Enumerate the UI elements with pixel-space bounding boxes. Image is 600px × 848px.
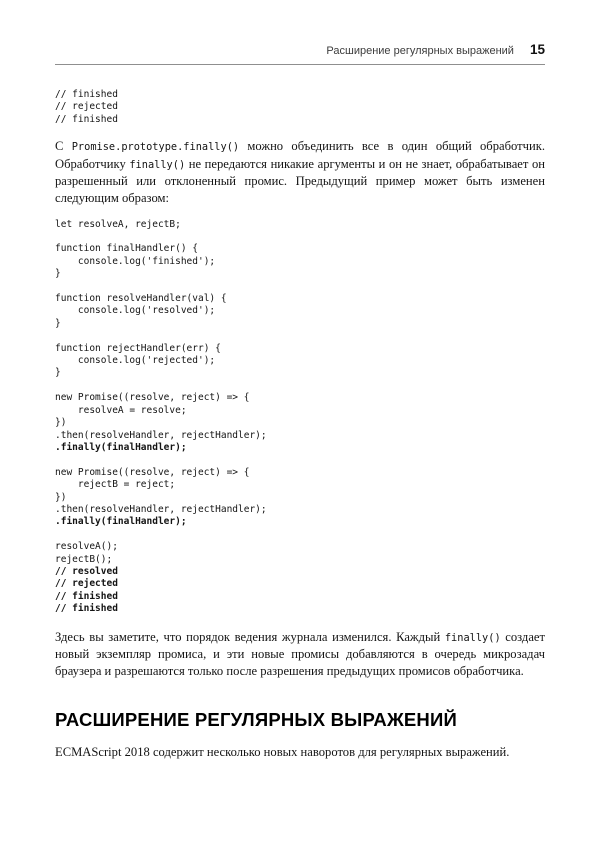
header-rule — [55, 64, 545, 65]
section-heading: РАСШИРЕНИЕ РЕГУЛЯРНЫХ ВЫРАЖЕНИЙ — [55, 709, 457, 731]
inline-code: finally() — [129, 158, 186, 171]
code-line: .then(resolveHandler, rejectHandler); — [55, 503, 267, 515]
code-line: .then(resolveHandler, rejectHandler); — [55, 429, 267, 441]
code-line — [55, 454, 545, 466]
code-example-block — [55, 219, 545, 616]
running-head — [55, 42, 545, 64]
code-line: // finished — [55, 590, 118, 602]
code-line: new Promise((resolve, reject) => { — [55, 392, 250, 404]
paragraph-journal-order — [55, 629, 545, 680]
code-line: // finished — [55, 89, 118, 100]
code-line: // finished — [55, 603, 118, 615]
running-head-title: Расширение регулярных выражений — [326, 45, 514, 57]
code-line: console.log('rejected'); — [55, 355, 216, 367]
code-line: } — [55, 317, 61, 329]
code-line: // rejected — [55, 101, 118, 113]
text-segment: С — [55, 139, 72, 154]
text-segment: Здесь вы заметите, что порядок ведения журнала изменился. Каждый — [55, 629, 445, 644]
code-line: .finally(finalHandler); — [55, 516, 187, 528]
code-line: resolveA(); — [55, 541, 118, 553]
code-line — [55, 529, 545, 541]
inline-code: Promise.prototype.finally() — [71, 141, 240, 154]
code-line: // rejected — [55, 578, 118, 590]
code-line — [55, 281, 545, 293]
text-segment: ECMAScript 2018 содержит несколько новых наворотов для регулярных выражений. — [55, 745, 510, 760]
page-number: 15 — [529, 42, 545, 57]
code-line: .finally(finalHandler); — [55, 441, 187, 453]
code-line: } — [55, 367, 61, 379]
code-line: resolveA = resolve; — [55, 404, 187, 416]
paragraph-ecmascript-2018 — [55, 744, 545, 761]
code-line: } — [55, 268, 61, 280]
text-segment: не передаются никакие аргументы и он не знает, обрабатывает он разрешенный или отклоненный промис. Предыдущий пример может быть изменен следующим образом: — [55, 156, 546, 205]
code-line: console.log('resolved'); — [55, 305, 216, 317]
text-segment: можно объединить все в один общий обработчик. Обработчику — [55, 139, 545, 171]
code-line: // finished — [55, 113, 118, 125]
code-line: function resolveHandler(val) { — [55, 293, 227, 305]
code-line: let resolveA, rejectB; — [55, 218, 181, 230]
code-line — [55, 380, 545, 392]
code-line: function rejectHandler(err) { — [55, 342, 221, 354]
code-line: function finalHandler() { — [55, 243, 198, 255]
paragraph-finally-intro — [55, 138, 545, 206]
code-line — [55, 330, 545, 342]
code-line — [55, 231, 545, 243]
code-line: new Promise((resolve, reject) => { — [55, 466, 250, 478]
text-segment: создает новый экземпляр промиса, и эти новые промисы добавляются в очередь микрозадач браузера и разрешаются только после разрешения предыдущих промисов обработчика. — [55, 629, 546, 678]
code-line: rejectB(); — [55, 553, 113, 565]
code-line: }) — [55, 417, 67, 429]
inline-code: finally() — [444, 631, 501, 644]
code-line: // resolved — [55, 565, 118, 577]
code-output-block — [55, 89, 545, 126]
code-line: }) — [55, 491, 67, 503]
code-line: rejectB = reject; — [55, 479, 176, 491]
code-line: console.log('finished'); — [55, 255, 216, 267]
